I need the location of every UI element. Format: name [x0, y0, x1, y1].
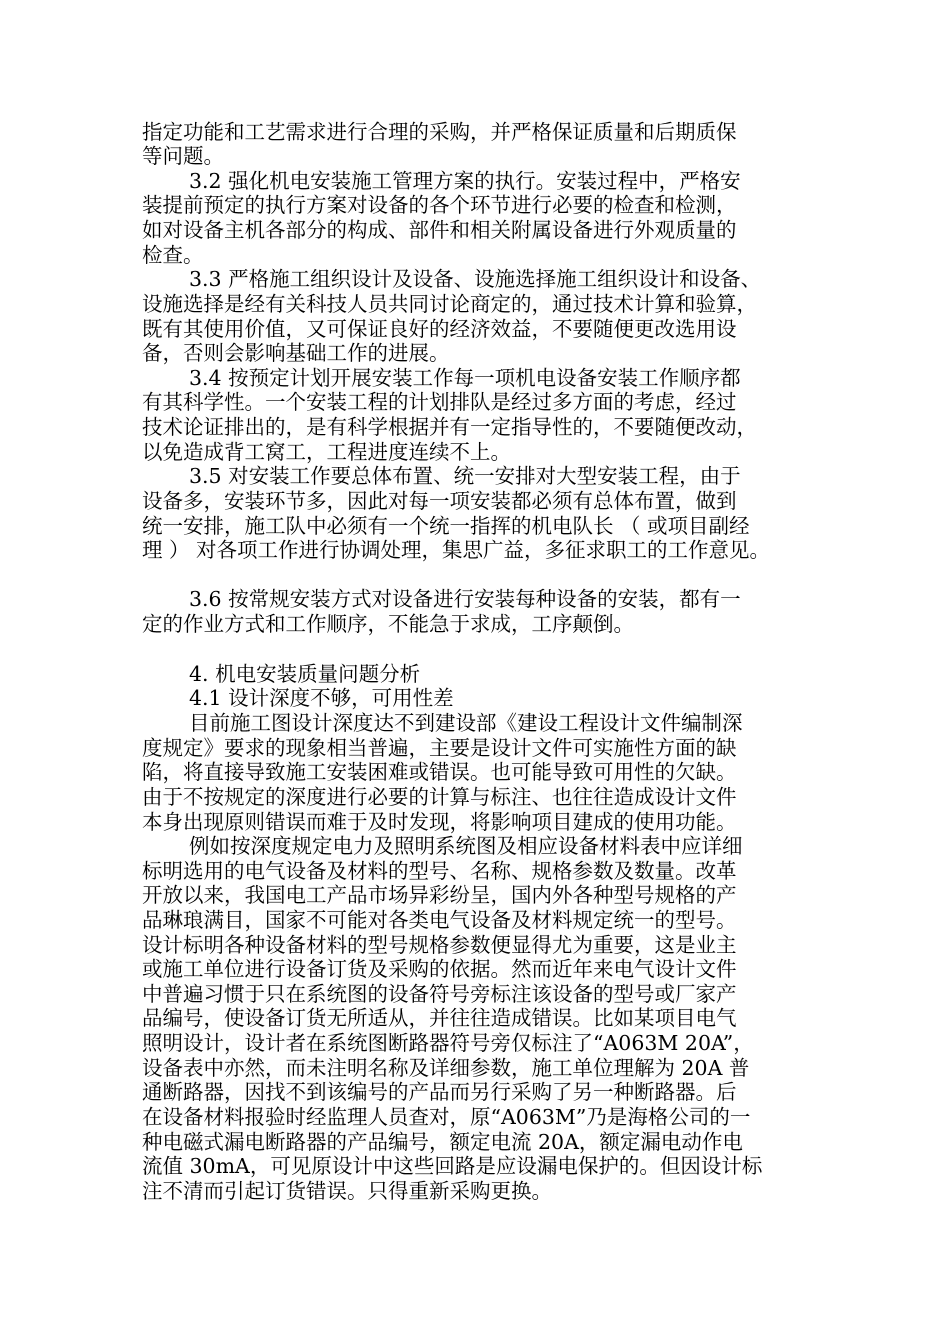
section-4-heading: 4. 机电安装质量问题分析 [189, 662, 421, 686]
text-line: 注不清而引起订货错误。只得重新采购更换。 [142, 1179, 552, 1203]
text-line: 品编号，使设备订货无所适从，并往往造成错误。比如某项目电气 [142, 1006, 737, 1030]
text-line: 备，否则会影响基础工作的进展。 [142, 341, 450, 365]
text-line: 设施选择是经有关科技人员共同讨论商定的，通过技术计算和验算， [142, 292, 757, 316]
text-line: 以免造成背工窝工，工程进度连续不上。 [142, 440, 511, 464]
text-line: 中普遍习惯于只在系统图的设备符号旁标注该设备的型号或厂家产 [142, 982, 737, 1006]
text-line: 陷，将直接导致施工安装困难或错误。也可能导致可用性的欠缺。 [142, 760, 737, 784]
text-line: 照明设计，设计者在系统图断路器符号旁仅标注了“A063M 20A”， [142, 1031, 754, 1055]
paragraph-start: 例如按深度规定电力及照明系统图及相应设备材料表中应详细 [189, 834, 743, 858]
text-line: 设备多，安装环节多，因此对每一项安装都必须有总体布置，做到 [142, 489, 737, 513]
section-3-2-heading: 3.2 强化机电安装施工管理方案的执行。安装过程中，严格安 [189, 169, 741, 193]
text-line: 设备表中亦然，而未注明名称及详细参数，施工单位理解为 20A 普 [142, 1056, 750, 1080]
text-line: 等问题。 [142, 144, 224, 168]
text-line: 检查。 [142, 243, 204, 267]
text-line: 如对设备主机各部分的构成、部件和相关附属设备进行外观质量的 [142, 218, 737, 242]
text-line: 由于不按规定的深度进行必要的计算与标注、也往往造成设计文件 [142, 785, 737, 809]
text-line: 有其科学性。一个安装工程的计划排队是经过多方面的考虑，经过 [142, 390, 737, 414]
text-line: 度规定》要求的现象相当普遍，主要是设计文件可实施性方面的缺 [142, 736, 737, 760]
text-line: 或施工单位进行设备订货及采购的依据。然而近年来电气设计文件 [142, 957, 737, 981]
section-3-3-heading: 3.3 严格施工组织设计及设备、设施选择施工组织设计和设备、 [189, 267, 762, 291]
text-line: 通断路器，因找不到该编号的产品而另行采购了另一种断路器。后 [142, 1080, 737, 1104]
text-line: 既有其使用价值，又可保证良好的经济效益，不要随便更改选用设 [142, 317, 737, 341]
section-3-4-heading: 3.4 按预定计划开展安装工作每一项机电设备安装工作顺序都 [189, 366, 741, 390]
section-3-5-heading: 3.5 对安装工作要总体布置、统一安排对大型安装工程，由于 [189, 464, 741, 488]
text-line: 定的作业方式和工作顺序，不能急于求成，工序颠倒。 [142, 612, 634, 636]
text-line: 流值 30mA，可见原设计中这些回路是应设漏电保护的。但因设计标 [142, 1154, 763, 1178]
text-line: 本身出现原则错误而难于及时发现，将影响项目建成的使用功能。 [142, 810, 737, 834]
text-line: 标明选用的电气设备及材料的型号、名称、规格参数及数量。改革 [142, 859, 737, 883]
text-line: 设计标明各种设备材料的型号规格参数便显得尤为重要，这是业主 [142, 933, 737, 957]
text-line: 装提前预定的执行方案对设备的各个环节进行必要的检查和检测， [142, 193, 737, 217]
text-line: 理 ） 对各项工作进行协调处理，集思广益，多征求职工的工作意见。 [142, 538, 771, 562]
paragraph-start: 目前施工图设计深度达不到建设部《建设工程设计文件编制深 [189, 711, 743, 735]
text-line: 统一安排，施工队中必须有一个统一指挥的机电队长 （ 或项目副经 [142, 514, 750, 538]
text-line: 开放以来，我国电工产品市场异彩纷呈，国内外各种型号规格的产 [142, 883, 737, 907]
text-line: 技术论证排出的，是有科学根据并有一定指导性的，不要随便改动， [142, 415, 757, 439]
text-line: 品琳琅满目，国家不可能对各类电气设备及材料规定统一的型号。 [142, 908, 737, 932]
text-line: 指定功能和工艺需求进行合理的采购，并严格保证质量和后期质保 [142, 120, 737, 144]
text-line: 在设备材料报验时经监理人员查对，原“A063M”乃是海格公司的一 [142, 1105, 751, 1129]
section-3-6-heading: 3.6 按常规安装方式对设备进行安装每种设备的安装，都有一 [189, 587, 741, 611]
text-line: 种电磁式漏电断路器的产品编号，额定电流 20A，额定漏电动作电 [142, 1130, 743, 1154]
section-4-1-heading: 4.1 设计深度不够，可用性差 [189, 686, 454, 710]
